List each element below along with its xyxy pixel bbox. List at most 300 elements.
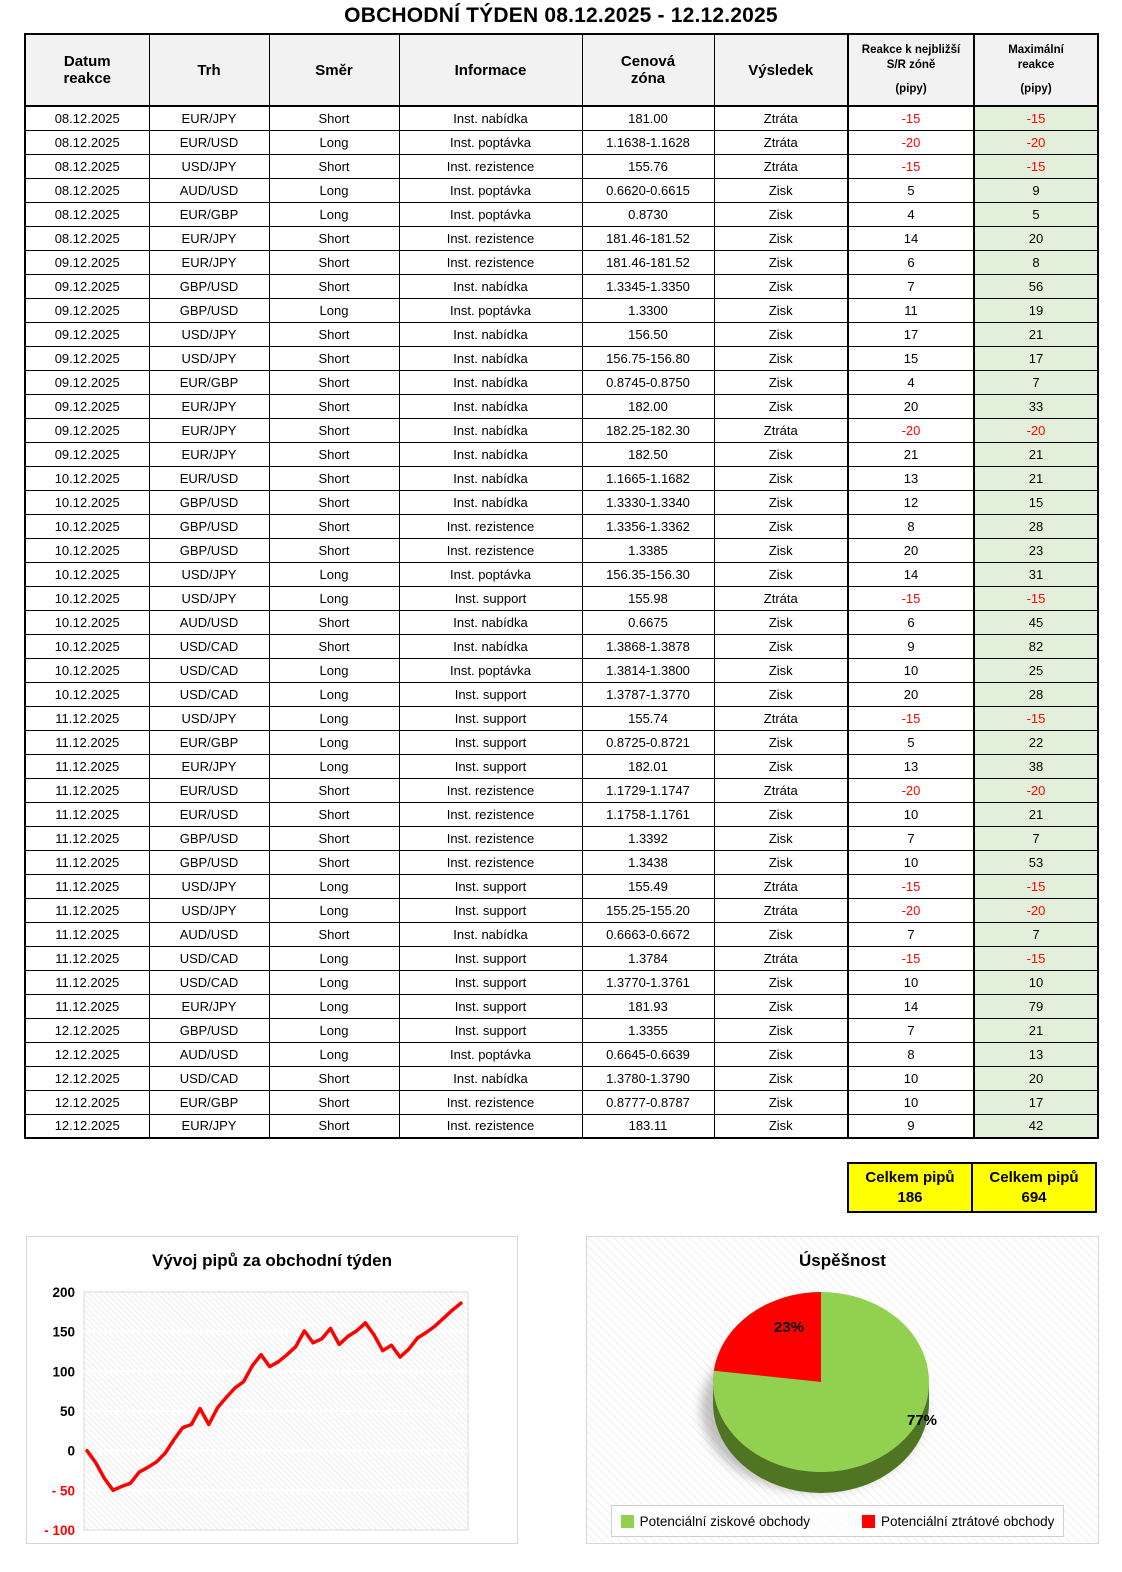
- reaction-pips-cell: 20: [848, 538, 974, 562]
- info-cell: Inst. nabídka: [399, 394, 582, 418]
- direction-cell: Short: [269, 850, 399, 874]
- table-row: [25, 490, 1098, 514]
- max-reaction-pips-cell: 7: [974, 922, 1098, 946]
- market-cell: AUD/USD: [149, 1042, 269, 1066]
- date-cell: 11.12.2025: [25, 946, 149, 970]
- trades-table: [24, 33, 1099, 1139]
- result-cell: Zisk: [714, 514, 848, 538]
- result-cell: Zisk: [714, 1090, 848, 1114]
- direction-cell: Long: [269, 946, 399, 970]
- result-cell: Zisk: [714, 1066, 848, 1090]
- reaction-pips-cell: -15: [848, 586, 974, 610]
- direction-cell: Long: [269, 202, 399, 226]
- direction-cell: Short: [269, 418, 399, 442]
- pie-label-profit: 77%: [906, 1412, 938, 1429]
- zone-cell: 1.3392: [582, 826, 714, 850]
- table-row: [25, 1066, 1098, 1090]
- market-cell: GBP/USD: [149, 490, 269, 514]
- date-cell: 09.12.2025: [25, 370, 149, 394]
- market-cell: EUR/JPY: [149, 1114, 269, 1138]
- market-cell: GBP/USD: [149, 1018, 269, 1042]
- market-cell: AUD/USD: [149, 610, 269, 634]
- info-cell: Inst. rezistence: [399, 778, 582, 802]
- zone-cell: 1.3330-1.3340: [582, 490, 714, 514]
- reaction-pips-cell: 9: [848, 1114, 974, 1138]
- y-axis-tick-label: - 50: [51, 1483, 75, 1499]
- info-cell: Inst. nabídka: [399, 106, 582, 130]
- table-row: [25, 874, 1098, 898]
- date-cell: 10.12.2025: [25, 466, 149, 490]
- total-sr-pips-label: Celkem pipů: [865, 1168, 955, 1186]
- table-row: [25, 226, 1098, 250]
- max-reaction-pips-cell: 38: [974, 754, 1098, 778]
- reaction-pips-cell: 8: [848, 1042, 974, 1066]
- table-row: [25, 610, 1098, 634]
- reaction-pips-cell: -20: [848, 418, 974, 442]
- legend-swatch-icon: [862, 1515, 875, 1528]
- result-cell: Zisk: [714, 226, 848, 250]
- direction-cell: Long: [269, 898, 399, 922]
- max-reaction-pips-cell: 33: [974, 394, 1098, 418]
- table-row: [25, 730, 1098, 754]
- info-cell: Inst. rezistence: [399, 1114, 582, 1138]
- direction-cell: Short: [269, 538, 399, 562]
- reaction-pips-cell: -15: [848, 106, 974, 130]
- column-header: Maximální reakce (pipy): [974, 34, 1098, 106]
- result-cell: Ztráta: [714, 418, 848, 442]
- result-cell: Zisk: [714, 274, 848, 298]
- table-row: [25, 394, 1098, 418]
- zone-cell: 1.3345-1.3350: [582, 274, 714, 298]
- result-cell: Zisk: [714, 202, 848, 226]
- max-reaction-pips-cell: -15: [974, 946, 1098, 970]
- zone-cell: 181.46-181.52: [582, 226, 714, 250]
- y-axis-tick-label: - 100: [44, 1523, 75, 1538]
- zone-cell: 1.3355: [582, 1018, 714, 1042]
- market-cell: EUR/USD: [149, 466, 269, 490]
- market-cell: USD/JPY: [149, 898, 269, 922]
- market-cell: USD/CAD: [149, 682, 269, 706]
- zone-cell: 0.6645-0.6639: [582, 1042, 714, 1066]
- table-row: [25, 178, 1098, 202]
- max-reaction-pips-cell: 21: [974, 1018, 1098, 1042]
- reaction-pips-cell: -20: [848, 130, 974, 154]
- info-cell: Inst. support: [399, 682, 582, 706]
- market-cell: EUR/JPY: [149, 106, 269, 130]
- reaction-pips-cell: -15: [848, 154, 974, 178]
- date-cell: 11.12.2025: [25, 994, 149, 1018]
- direction-cell: Long: [269, 178, 399, 202]
- result-cell: Zisk: [714, 178, 848, 202]
- line-chart-plot: [27, 1237, 519, 1545]
- zone-cell: 181.46-181.52: [582, 250, 714, 274]
- info-cell: Inst. rezistence: [399, 1090, 582, 1114]
- market-cell: EUR/USD: [149, 778, 269, 802]
- reaction-pips-cell: 5: [848, 178, 974, 202]
- table-row: [25, 514, 1098, 538]
- table-row: [25, 250, 1098, 274]
- info-cell: Inst. poptávka: [399, 202, 582, 226]
- line-chart-title: Vývoj pipů za obchodní týden: [152, 1251, 392, 1270]
- page-title: OBCHODNÍ TÝDEN 08.12.2025 - 12.12.2025: [344, 4, 778, 27]
- y-axis-tick-label: 200: [52, 1285, 75, 1300]
- info-cell: Inst. support: [399, 898, 582, 922]
- max-reaction-pips-cell: 17: [974, 346, 1098, 370]
- direction-cell: Short: [269, 490, 399, 514]
- market-cell: EUR/JPY: [149, 226, 269, 250]
- direction-cell: Short: [269, 250, 399, 274]
- zone-cell: 182.01: [582, 754, 714, 778]
- table-row: [25, 946, 1098, 970]
- direction-cell: Short: [269, 1090, 399, 1114]
- reaction-pips-cell: 8: [848, 514, 974, 538]
- table-row: [25, 562, 1098, 586]
- direction-cell: Short: [269, 322, 399, 346]
- zone-cell: 1.1758-1.1761: [582, 802, 714, 826]
- direction-cell: Short: [269, 826, 399, 850]
- table-row: [25, 1042, 1098, 1066]
- max-reaction-pips-cell: 13: [974, 1042, 1098, 1066]
- result-cell: Zisk: [714, 682, 848, 706]
- market-cell: AUD/USD: [149, 178, 269, 202]
- market-cell: EUR/JPY: [149, 994, 269, 1018]
- reaction-pips-cell: 15: [848, 346, 974, 370]
- direction-cell: Long: [269, 754, 399, 778]
- date-cell: 09.12.2025: [25, 418, 149, 442]
- table-row: [25, 898, 1098, 922]
- zone-cell: 155.74: [582, 706, 714, 730]
- info-cell: Inst. support: [399, 946, 582, 970]
- table-row: [25, 538, 1098, 562]
- max-reaction-pips-cell: 21: [974, 466, 1098, 490]
- zone-cell: 0.8725-0.8721: [582, 730, 714, 754]
- market-cell: AUD/USD: [149, 922, 269, 946]
- direction-cell: Short: [269, 1114, 399, 1138]
- info-cell: Inst. nabídka: [399, 466, 582, 490]
- direction-cell: Short: [269, 346, 399, 370]
- date-cell: 12.12.2025: [25, 1066, 149, 1090]
- column-header: Cenová zóna: [582, 34, 714, 106]
- market-cell: GBP/USD: [149, 538, 269, 562]
- pie-slice-loss: [714, 1292, 821, 1382]
- info-cell: Inst. support: [399, 1018, 582, 1042]
- result-cell: Zisk: [714, 634, 848, 658]
- market-cell: EUR/USD: [149, 130, 269, 154]
- market-cell: USD/JPY: [149, 874, 269, 898]
- zone-cell: 155.98: [582, 586, 714, 610]
- reaction-pips-cell: 10: [848, 802, 974, 826]
- zone-cell: 1.3787-1.3770: [582, 682, 714, 706]
- max-reaction-pips-cell: 10: [974, 970, 1098, 994]
- direction-cell: Long: [269, 682, 399, 706]
- reaction-pips-cell: 13: [848, 466, 974, 490]
- zone-cell: 156.75-156.80: [582, 346, 714, 370]
- max-reaction-pips-cell: 31: [974, 562, 1098, 586]
- market-cell: EUR/JPY: [149, 250, 269, 274]
- result-cell: Ztráta: [714, 778, 848, 802]
- market-cell: EUR/JPY: [149, 418, 269, 442]
- result-cell: Zisk: [714, 370, 848, 394]
- direction-cell: Short: [269, 778, 399, 802]
- pie-chart-plot: [587, 1237, 1100, 1545]
- direction-cell: Short: [269, 226, 399, 250]
- max-reaction-pips-cell: 28: [974, 682, 1098, 706]
- result-cell: Zisk: [714, 466, 848, 490]
- table-row: [25, 994, 1098, 1018]
- date-cell: 08.12.2025: [25, 202, 149, 226]
- legend-label: Potenciální ztrátové obchody: [881, 1513, 1055, 1529]
- date-cell: 12.12.2025: [25, 1114, 149, 1138]
- result-cell: Zisk: [714, 346, 848, 370]
- direction-cell: Long: [269, 130, 399, 154]
- date-cell: 11.12.2025: [25, 706, 149, 730]
- max-reaction-pips-cell: 20: [974, 226, 1098, 250]
- result-cell: Zisk: [714, 1114, 848, 1138]
- y-axis-tick-label: 50: [59, 1404, 75, 1419]
- table-row: [25, 418, 1098, 442]
- market-cell: GBP/USD: [149, 826, 269, 850]
- max-reaction-pips-cell: 9: [974, 178, 1098, 202]
- reaction-pips-cell: -15: [848, 706, 974, 730]
- date-cell: 10.12.2025: [25, 610, 149, 634]
- date-cell: 11.12.2025: [25, 754, 149, 778]
- zone-cell: 1.3770-1.3761: [582, 970, 714, 994]
- date-cell: 10.12.2025: [25, 538, 149, 562]
- reaction-pips-cell: 13: [848, 754, 974, 778]
- zone-cell: 0.8745-0.8750: [582, 370, 714, 394]
- zone-cell: 183.11: [582, 1114, 714, 1138]
- y-axis-tick-label: 100: [52, 1364, 75, 1380]
- reaction-pips-cell: 10: [848, 658, 974, 682]
- zone-cell: 0.6620-0.6615: [582, 178, 714, 202]
- market-cell: EUR/GBP: [149, 370, 269, 394]
- reaction-pips-cell: 20: [848, 394, 974, 418]
- result-cell: Ztráta: [714, 706, 848, 730]
- legend-label: Potenciální ziskové obchody: [639, 1513, 810, 1529]
- max-reaction-pips-cell: 53: [974, 850, 1098, 874]
- info-cell: Inst. rezistence: [399, 250, 582, 274]
- info-cell: Inst. poptávka: [399, 562, 582, 586]
- direction-cell: Long: [269, 1018, 399, 1042]
- reaction-pips-cell: 11: [848, 298, 974, 322]
- market-cell: USD/JPY: [149, 562, 269, 586]
- direction-cell: Long: [269, 1042, 399, 1066]
- zone-cell: 155.25-155.20: [582, 898, 714, 922]
- result-cell: Ztráta: [714, 898, 848, 922]
- info-cell: Inst. support: [399, 706, 582, 730]
- zone-cell: 1.3438: [582, 850, 714, 874]
- legend-item: [862, 1514, 1054, 1529]
- info-cell: Inst. support: [399, 730, 582, 754]
- market-cell: USD/CAD: [149, 634, 269, 658]
- result-cell: Zisk: [714, 922, 848, 946]
- date-cell: 09.12.2025: [25, 250, 149, 274]
- reaction-pips-cell: 5: [848, 730, 974, 754]
- result-cell: Zisk: [714, 850, 848, 874]
- info-cell: Inst. rezistence: [399, 850, 582, 874]
- zone-cell: 155.49: [582, 874, 714, 898]
- market-cell: EUR/JPY: [149, 442, 269, 466]
- max-reaction-pips-cell: -20: [974, 778, 1098, 802]
- reaction-pips-cell: 21: [848, 442, 974, 466]
- market-cell: USD/JPY: [149, 706, 269, 730]
- result-cell: Zisk: [714, 490, 848, 514]
- reaction-pips-cell: -20: [848, 778, 974, 802]
- zone-cell: 1.3814-1.3800: [582, 658, 714, 682]
- max-reaction-pips-cell: 5: [974, 202, 1098, 226]
- max-reaction-pips-cell: 56: [974, 274, 1098, 298]
- max-reaction-pips-cell: 22: [974, 730, 1098, 754]
- zone-cell: 1.3300: [582, 298, 714, 322]
- info-cell: Inst. nabídka: [399, 490, 582, 514]
- direction-cell: Short: [269, 154, 399, 178]
- reaction-pips-cell: 6: [848, 250, 974, 274]
- y-axis-tick-label: 150: [52, 1324, 75, 1340]
- date-cell: 09.12.2025: [25, 394, 149, 418]
- pie-chart: [586, 1236, 1099, 1544]
- reaction-pips-cell: 17: [848, 322, 974, 346]
- date-cell: 11.12.2025: [25, 850, 149, 874]
- result-cell: Zisk: [714, 826, 848, 850]
- date-cell: 08.12.2025: [25, 154, 149, 178]
- market-cell: GBP/USD: [149, 298, 269, 322]
- table-row: [25, 154, 1098, 178]
- zone-cell: 1.1665-1.1682: [582, 466, 714, 490]
- zone-cell: 155.76: [582, 154, 714, 178]
- reaction-pips-cell: 4: [848, 202, 974, 226]
- market-cell: EUR/JPY: [149, 754, 269, 778]
- info-cell: Inst. nabídka: [399, 922, 582, 946]
- max-reaction-pips-cell: -15: [974, 706, 1098, 730]
- result-cell: Zisk: [714, 442, 848, 466]
- result-cell: Zisk: [714, 562, 848, 586]
- zone-cell: 1.3784: [582, 946, 714, 970]
- zone-cell: 1.3780-1.3790: [582, 1066, 714, 1090]
- zone-cell: 0.8730: [582, 202, 714, 226]
- market-cell: USD/CAD: [149, 946, 269, 970]
- direction-cell: Short: [269, 610, 399, 634]
- date-cell: 09.12.2025: [25, 298, 149, 322]
- date-cell: 11.12.2025: [25, 898, 149, 922]
- market-cell: USD/CAD: [149, 970, 269, 994]
- zone-cell: 0.6663-0.6672: [582, 922, 714, 946]
- y-axis-tick-label: 0: [67, 1443, 75, 1459]
- info-cell: Inst. support: [399, 874, 582, 898]
- info-cell: Inst. nabídka: [399, 274, 582, 298]
- max-reaction-pips-cell: 19: [974, 298, 1098, 322]
- table-row: [25, 706, 1098, 730]
- table-row: [25, 370, 1098, 394]
- reaction-pips-cell: 7: [848, 922, 974, 946]
- max-reaction-pips-cell: 25: [974, 658, 1098, 682]
- direction-cell: Long: [269, 298, 399, 322]
- reaction-pips-cell: -20: [848, 898, 974, 922]
- max-reaction-pips-cell: 28: [974, 514, 1098, 538]
- table-row: [25, 106, 1098, 130]
- date-cell: 08.12.2025: [25, 130, 149, 154]
- direction-cell: Long: [269, 874, 399, 898]
- info-cell: Inst. support: [399, 994, 582, 1018]
- table-row: [25, 970, 1098, 994]
- info-cell: Inst. rezistence: [399, 226, 582, 250]
- date-cell: 09.12.2025: [25, 274, 149, 298]
- table-row: [25, 346, 1098, 370]
- reaction-pips-cell: 7: [848, 826, 974, 850]
- date-cell: 10.12.2025: [25, 658, 149, 682]
- info-cell: Inst. nabídka: [399, 634, 582, 658]
- table-row: [25, 586, 1098, 610]
- max-reaction-pips-cell: 79: [974, 994, 1098, 1018]
- market-cell: EUR/JPY: [149, 394, 269, 418]
- market-cell: USD/JPY: [149, 322, 269, 346]
- pie-legend: [611, 1505, 1064, 1537]
- reaction-pips-cell: 14: [848, 226, 974, 250]
- zone-cell: 182.25-182.30: [582, 418, 714, 442]
- date-cell: 10.12.2025: [25, 634, 149, 658]
- date-cell: 11.12.2025: [25, 778, 149, 802]
- market-cell: EUR/GBP: [149, 1090, 269, 1114]
- market-cell: USD/JPY: [149, 586, 269, 610]
- total-sr-pips-value: 186: [897, 1188, 923, 1206]
- market-cell: GBP/USD: [149, 850, 269, 874]
- direction-cell: Long: [269, 994, 399, 1018]
- direction-cell: Short: [269, 634, 399, 658]
- result-cell: Ztráta: [714, 130, 848, 154]
- info-cell: Inst. support: [399, 970, 582, 994]
- reaction-pips-cell: 9: [848, 634, 974, 658]
- result-cell: Zisk: [714, 754, 848, 778]
- market-cell: GBP/USD: [149, 514, 269, 538]
- direction-cell: Short: [269, 274, 399, 298]
- direction-cell: Long: [269, 970, 399, 994]
- info-cell: Inst. rezistence: [399, 802, 582, 826]
- info-cell: Inst. poptávka: [399, 298, 582, 322]
- result-cell: Zisk: [714, 610, 848, 634]
- result-cell: Zisk: [714, 994, 848, 1018]
- date-cell: 11.12.2025: [25, 730, 149, 754]
- info-cell: Inst. rezistence: [399, 538, 582, 562]
- table-header-row: [25, 34, 1098, 106]
- info-cell: Inst. nabídka: [399, 322, 582, 346]
- market-cell: USD/JPY: [149, 346, 269, 370]
- info-cell: Inst. nabídka: [399, 1066, 582, 1090]
- result-cell: Zisk: [714, 802, 848, 826]
- date-cell: 10.12.2025: [25, 586, 149, 610]
- table-row: [25, 466, 1098, 490]
- direction-cell: Short: [269, 922, 399, 946]
- date-cell: 08.12.2025: [25, 106, 149, 130]
- zone-cell: 156.35-156.30: [582, 562, 714, 586]
- reaction-pips-cell: 10: [848, 1090, 974, 1114]
- zone-cell: 181.93: [582, 994, 714, 1018]
- reaction-pips-cell: 14: [848, 562, 974, 586]
- direction-cell: Short: [269, 106, 399, 130]
- max-reaction-pips-cell: -15: [974, 106, 1098, 130]
- date-cell: 10.12.2025: [25, 562, 149, 586]
- info-cell: Inst. nabídka: [399, 610, 582, 634]
- date-cell: 11.12.2025: [25, 922, 149, 946]
- result-cell: Zisk: [714, 658, 848, 682]
- date-cell: 11.12.2025: [25, 826, 149, 850]
- market-cell: EUR/GBP: [149, 202, 269, 226]
- result-cell: Zisk: [714, 250, 848, 274]
- date-cell: 08.12.2025: [25, 226, 149, 250]
- result-cell: Zisk: [714, 1018, 848, 1042]
- table-row: [25, 850, 1098, 874]
- legend-item: [621, 1514, 810, 1529]
- totals-row: [847, 1162, 1097, 1213]
- max-reaction-pips-cell: -15: [974, 154, 1098, 178]
